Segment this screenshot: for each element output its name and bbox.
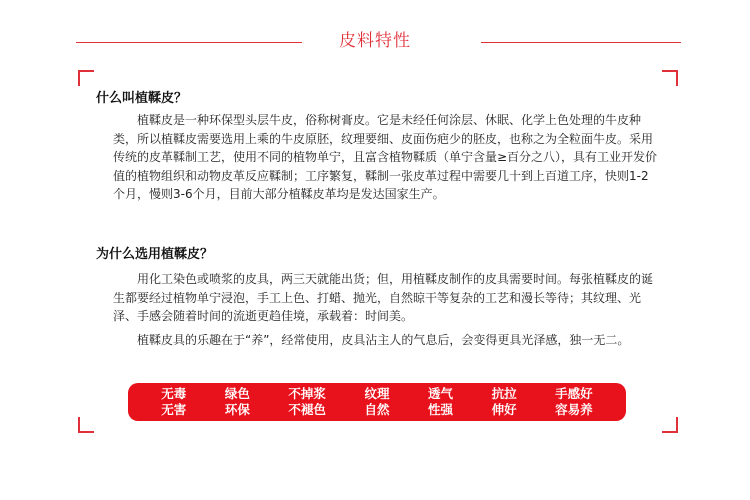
feature-item: 手感好 容易养 — [555, 386, 593, 417]
section1-heading: 什么叫植鞣皮？ — [96, 91, 188, 106]
feature-item: 绿色 环保 — [224, 386, 250, 417]
title-rule-right — [481, 42, 681, 43]
feature-item: 纹理 自然 — [364, 386, 390, 417]
feature-item: 抗拉 伸好 — [491, 386, 517, 417]
corner-bracket-top-left — [78, 70, 94, 86]
page-title: 皮料特性 — [339, 31, 411, 51]
corner-bracket-bottom-left — [78, 417, 94, 433]
features-banner — [128, 383, 626, 421]
feature-item: 透气 性强 — [428, 386, 454, 417]
feature-item: 无毒 无害 — [161, 386, 187, 417]
section1-paragraph: 植鞣皮是一种环保型头层牛皮，俗称树膏皮。它是未经任何涂层、休眠、化学上色处理的牛皮种类，所以植鞣皮需要选用上乘的牛皮原胚，纹理要细、皮面伤疤少的胚皮，也称之为全粒面牛皮。采用传统的皮革鞣制工艺，使用不同的植物单宁，且富含植物鞣质（单宁含量≥百分之八），具有工业开发价值的植物组织和动物皮革反应鞣制；工序繁复，鞣制一张皮革过程中需要几十到上百道工序，快则1-2个月，慢则3-6个月，目前大部分植鞣皮革均是发达国家生产。 — [113, 113, 658, 201]
feature-item: 不掉浆 不褪色 — [288, 386, 326, 417]
section2-paragraph-1: 用化工染色或喷浆的皮具，两三天就能出货；但，用植鞣皮制作的皮具需要时间。每张植鞣皮的诞生都要经过植物单宁浸泡，手工上色、打蜡、抛光，自然晾干等复杂的工艺和漫长等待；其纹理、光泽、手感会随着时间的流逝更趋佳境，承载着：时间美。 — [113, 272, 654, 323]
title-rule-left — [76, 42, 302, 43]
section2-heading: 为什么选用植鞣皮？ — [96, 247, 214, 262]
corner-bracket-top-right — [662, 70, 678, 86]
corner-bracket-bottom-right — [662, 417, 678, 433]
section2-paragraph-2: 植鞣皮具的乐趣在于“养”，经常使用，皮具沾主人的气息后，会变得更具光泽感，独一无二。 — [137, 333, 630, 347]
